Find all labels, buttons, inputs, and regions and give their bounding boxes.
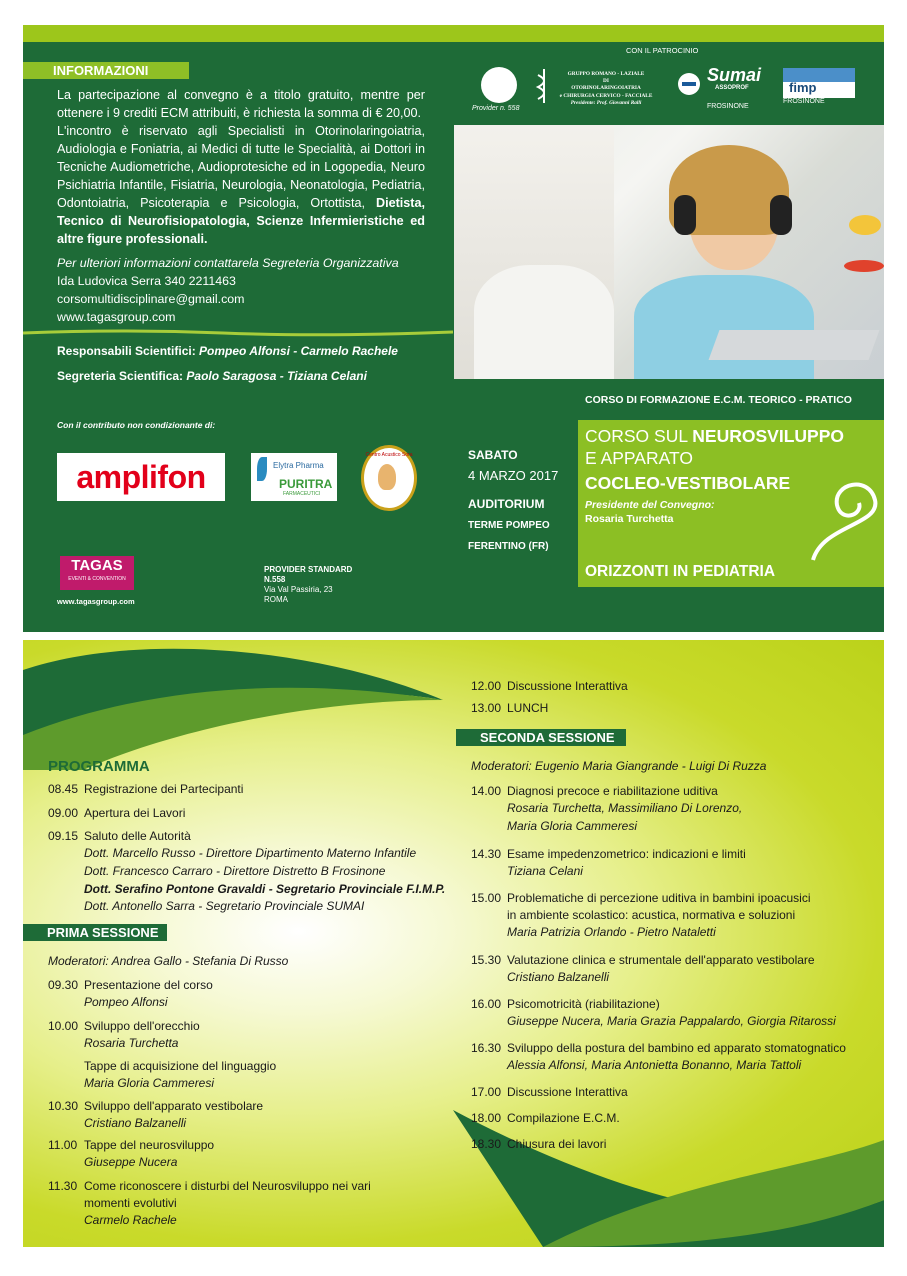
session1-item xyxy=(48,1137,214,1154)
fimp-logo xyxy=(783,68,855,98)
course-title-line3: COCLEO-VESTIBOLARE xyxy=(585,473,791,493)
resp-names: Pompeo Alfonsi - Carmelo Rachele xyxy=(199,344,398,358)
provider-block xyxy=(264,565,352,605)
centro-text: Centro Acustico Sora xyxy=(365,452,413,458)
program-title: Sviluppo dell'apparato vestibolare xyxy=(84,1099,264,1113)
course-title-neuro: NEUROSVILUPPO xyxy=(692,426,844,446)
program-title: Saluto delle Autorità xyxy=(84,829,191,843)
contact-intro: Per ulteriori informazioni contattarela Segreteria Organizzativa xyxy=(57,256,399,270)
program-item xyxy=(471,678,628,695)
session1-item xyxy=(48,1178,371,1195)
course-subtitle: ORIZZONTI IN PEDIATRIA xyxy=(585,563,776,580)
provider-line1: PROVIDER STANDARD xyxy=(264,565,353,574)
event-date: 4 MARZO 2017 xyxy=(468,468,559,483)
program-time: 09.00 xyxy=(48,806,79,820)
program-title: Psicomotricità (riabilitazione) xyxy=(507,997,660,1011)
info-paragraph-2 xyxy=(57,122,425,248)
program-time: 13.00 xyxy=(471,701,502,715)
program-time: 11.00 xyxy=(48,1138,78,1152)
course-title-prefix: CORSO SUL xyxy=(585,426,693,446)
program-title: Discussione Interattiva xyxy=(507,679,628,693)
puritra-text: PURITRA xyxy=(279,477,333,491)
program-item xyxy=(471,700,548,717)
session2-speaker: Maria Patrizia Orlando - Pietro Nataletti xyxy=(507,925,716,939)
venue-line3: FERENTINO (FR) xyxy=(468,541,549,552)
venue-line2: TERME POMPEO xyxy=(468,520,550,531)
provider-line3: Via Val Passiria, 23 xyxy=(264,585,333,594)
resp-label: Responsabili Scientifici: xyxy=(57,344,196,358)
info-audience-bold: Dietista, Tecnico di Neurofisiopatologia, Scienze Infermieristiche ed altre figure professionali. xyxy=(57,196,426,246)
session1-item xyxy=(48,977,213,994)
session2-speaker: Rosaria Turchetta, Massimiliano Di Lorenzo, xyxy=(507,801,743,815)
session2-speaker: Alessia Alfonsi, Maria Antonietta Bonanno, Maria Tattoli xyxy=(507,1058,802,1072)
session2-item xyxy=(471,783,718,800)
elytra-leaf-icon xyxy=(257,457,267,481)
tagas-sub: EVENTI & CONVENTION xyxy=(68,576,126,582)
hearing-test-photo xyxy=(454,125,884,379)
provider-line2: N.558 xyxy=(264,575,286,584)
amplifon-text: amplifon xyxy=(76,459,206,495)
program-time: 14.00 xyxy=(471,784,502,798)
tagas-logo xyxy=(60,556,134,590)
program-heading: PROGRAMMA xyxy=(48,758,150,775)
program-title: Chiusura dei lavori xyxy=(507,1137,607,1151)
info-paragraph-1: La partecipazione al convegno è a titolo gratuito, mentre per ottenere i 9 crediti ECM attribuiti, è richiesta la somma di € 20,00. xyxy=(57,88,425,120)
session2-speaker: Cristiano Balzanelli xyxy=(507,970,610,984)
session1-speaker: Maria Gloria Cammeresi xyxy=(84,1076,215,1090)
program-title: Registrazione dei Partecipanti xyxy=(84,782,244,796)
gruppo-line1: GRUPPO ROMANO - LAZIALE xyxy=(567,71,645,77)
session2-speaker: Giuseppe Nucera, Maria Grazia Pappalardo, Giorgia Ritarossi xyxy=(507,1014,836,1028)
authority-item: Dott. Serafino Pontone Gravaldi - Segretario Provinciale F.I.M.P. xyxy=(84,882,446,896)
program-title: Esame impedenzometrico: indicazioni e limiti xyxy=(507,847,746,861)
session2-item xyxy=(471,952,815,969)
event-day: SABATO xyxy=(468,448,518,462)
program-time: 10.30 xyxy=(48,1099,79,1113)
segr-names: Paolo Saragosa - Tiziana Celani xyxy=(186,369,367,383)
program-title: Problematiche di percezione uditiva in bambini ipoacusici xyxy=(507,891,811,905)
spiral-ornament xyxy=(803,465,883,565)
info-audience-text: L'incontro è riservato agli Specialisti in Otorinolaringoiatria, Audiologia e Foniatria, ai Medici di tutte le Specialità, ai Dottori in Tecniche Audiometriche, Audioprotesiche ed in Logopedia, Neuro Psichiatria Infantile, Fisiatria, Neurologia, Neonatologia, Pediatria, Odontoiatria, Psicoterapia e Psicologia, Ortottista, xyxy=(57,124,425,210)
fimp-city: FROSINONE xyxy=(783,98,825,105)
program-title: Apertura dei Lavori xyxy=(84,806,186,820)
program-title: Discussione Interattiva xyxy=(507,1085,628,1099)
session2-speaker: Tiziana Celani xyxy=(507,864,583,878)
ear-icon xyxy=(378,464,396,490)
president-label: Presidente del Convegno: xyxy=(585,499,715,511)
authority-item: Dott. Marcello Russo - Direttore Dipartimento Materno Infantile xyxy=(84,846,417,860)
contact-web[interactable]: www.tagasgroup.com xyxy=(57,310,176,324)
centro-acustico-logo xyxy=(361,445,417,511)
program-title: Compilazione E.C.M. xyxy=(507,1111,620,1125)
program-time: 09.30 xyxy=(48,978,79,992)
program-title: Come riconoscere i disturbi del Neurosviluppo nei vari xyxy=(84,1179,371,1193)
program-page xyxy=(23,640,884,1247)
session2-moderators: Moderatori: Eugenio Maria Giangrande - Luigi Di Ruzza xyxy=(471,759,767,773)
session2-label: SECONDA SESSIONE xyxy=(456,729,626,746)
session2-item xyxy=(471,846,746,863)
program-time: 11.30 xyxy=(48,1179,78,1193)
top-stripe xyxy=(23,25,884,42)
program-time: 17.00 xyxy=(471,1085,502,1099)
program-time: 18.30 xyxy=(471,1137,502,1151)
patronage-label: CON IL PATROCINIO xyxy=(626,46,699,55)
sumai-text: Sumai xyxy=(707,65,762,85)
gruppo-line5: Presidente: Prof. Giovanni Ralli xyxy=(570,99,642,106)
course-type: CORSO DI FORMAZIONE E.C.M. TEORICO - PRATICO xyxy=(585,394,852,406)
program-title: Tappe del neurosviluppo xyxy=(84,1138,215,1152)
session1-speaker: Carmelo Rachele xyxy=(84,1213,177,1227)
president-name: Rosaria Turchetta xyxy=(585,513,674,525)
tagas-text: TAGAS xyxy=(71,557,123,574)
sumai-sub: ASSOPROF xyxy=(715,85,749,91)
session1-item xyxy=(48,1018,200,1035)
session1-speaker: Cristiano Balzanelli xyxy=(84,1116,187,1130)
program-time: 08.45 xyxy=(48,782,79,796)
program-title: Sviluppo della postura del bambino ed apparato stomatognatico xyxy=(507,1041,846,1055)
session1-item xyxy=(48,1098,263,1115)
authority-item: Dott. Antonello Sarra - Segretario Provinciale SUMAI xyxy=(84,899,365,913)
program-item xyxy=(48,781,243,798)
contrib-label: Con il contributo non condizionante di: xyxy=(57,420,216,430)
tagas-web[interactable]: www.tagasgroup.com xyxy=(57,597,135,606)
program-time: 12.00 xyxy=(471,679,502,693)
program-time: 09.15 xyxy=(48,829,79,843)
session1-title2: momenti evolutivi xyxy=(84,1196,177,1210)
gruppo-line3: OTORINOLARINGOIATRIA xyxy=(571,85,641,92)
program-title: Sviluppo dell'orecchio xyxy=(84,1019,200,1033)
gruppo-line2: DI xyxy=(603,78,609,85)
sumai-globe-icon xyxy=(678,73,700,95)
session1-item xyxy=(48,1058,276,1075)
gruppo-line4: e CHIRURGIA CERVICO - FACCIALE xyxy=(559,92,653,99)
farmaceutici-text: FARMACEUTICI xyxy=(283,491,321,497)
program-title: Tappe di acquisizione del linguaggio xyxy=(84,1059,277,1073)
session2-item xyxy=(471,890,811,907)
session1-label: PRIMA SESSIONE xyxy=(23,924,167,941)
session2-speaker2: Maria Gloria Cammeresi xyxy=(507,819,638,833)
session1-speaker: Giuseppe Nucera xyxy=(84,1155,178,1169)
venue-line1: AUDITORIUM xyxy=(468,497,545,511)
program-time: 16.00 xyxy=(471,997,502,1011)
program-item xyxy=(48,828,191,845)
session1-speaker: Pompeo Alfonsi xyxy=(84,995,168,1009)
elytra-text: Elytra Pharma xyxy=(273,461,324,470)
course-title-line1 xyxy=(585,425,844,447)
gruppo-romano-block xyxy=(558,71,654,107)
caduceus-icon xyxy=(535,67,553,105)
program-item xyxy=(48,805,185,822)
session2-item xyxy=(471,1040,846,1057)
contact-email[interactable]: corsomultidisciplinare@gmail.com xyxy=(57,292,245,306)
brush-divider xyxy=(23,328,453,338)
program-title: Diagnosi precoce e riabilitazione uditiva xyxy=(507,784,718,798)
session2-item xyxy=(471,1136,606,1153)
program-time: 16.30 xyxy=(471,1041,502,1055)
date-panel xyxy=(454,420,578,632)
provider-number: Provider n. 558 xyxy=(472,105,520,112)
segr-scientifica xyxy=(57,369,367,383)
program-time: 18.00 xyxy=(471,1111,502,1125)
session1-moderators: Moderatori: Andrea Gallo - Stefania Di Russo xyxy=(48,954,289,968)
subtitle-band xyxy=(578,587,884,632)
program-time: 15.00 xyxy=(471,891,502,905)
info-heading: INFORMAZIONI xyxy=(23,62,189,79)
program-time: 14.30 xyxy=(471,847,502,861)
program-time: 10.00 xyxy=(48,1019,79,1033)
course-title-line2: E APPARATO xyxy=(585,448,693,468)
contact-name: Ida Ludovica Serra 340 2211463 xyxy=(57,274,236,288)
provider-seal-icon xyxy=(481,67,517,103)
program-title: Presentazione del corso xyxy=(84,978,213,992)
session2-item xyxy=(471,996,660,1013)
authority-item: Dott. Francesco Carraro - Direttore Distretto B Frosinone xyxy=(84,864,386,878)
session2-title2: in ambiente scolastico: acustica, normativa e soluzioni xyxy=(507,908,796,922)
sumai-city: FROSINONE xyxy=(707,103,749,110)
amplifon-logo xyxy=(57,453,225,501)
session2-item xyxy=(471,1110,620,1127)
program-title: LUNCH xyxy=(507,701,549,715)
resp-scientifici xyxy=(57,344,398,358)
brochure-cover xyxy=(23,25,884,632)
provider-line4: ROMA xyxy=(264,595,288,604)
program-title: Valutazione clinica e strumentale dell'apparato vestibolare xyxy=(507,953,815,967)
session1-speaker: Rosaria Turchetta xyxy=(84,1036,179,1050)
segr-label: Segreteria Scientifica: xyxy=(57,369,184,383)
fimp-text: fimp xyxy=(789,80,817,95)
elytra-logo xyxy=(251,453,337,501)
session2-item xyxy=(471,1084,628,1101)
program-time: 15.30 xyxy=(471,953,502,967)
